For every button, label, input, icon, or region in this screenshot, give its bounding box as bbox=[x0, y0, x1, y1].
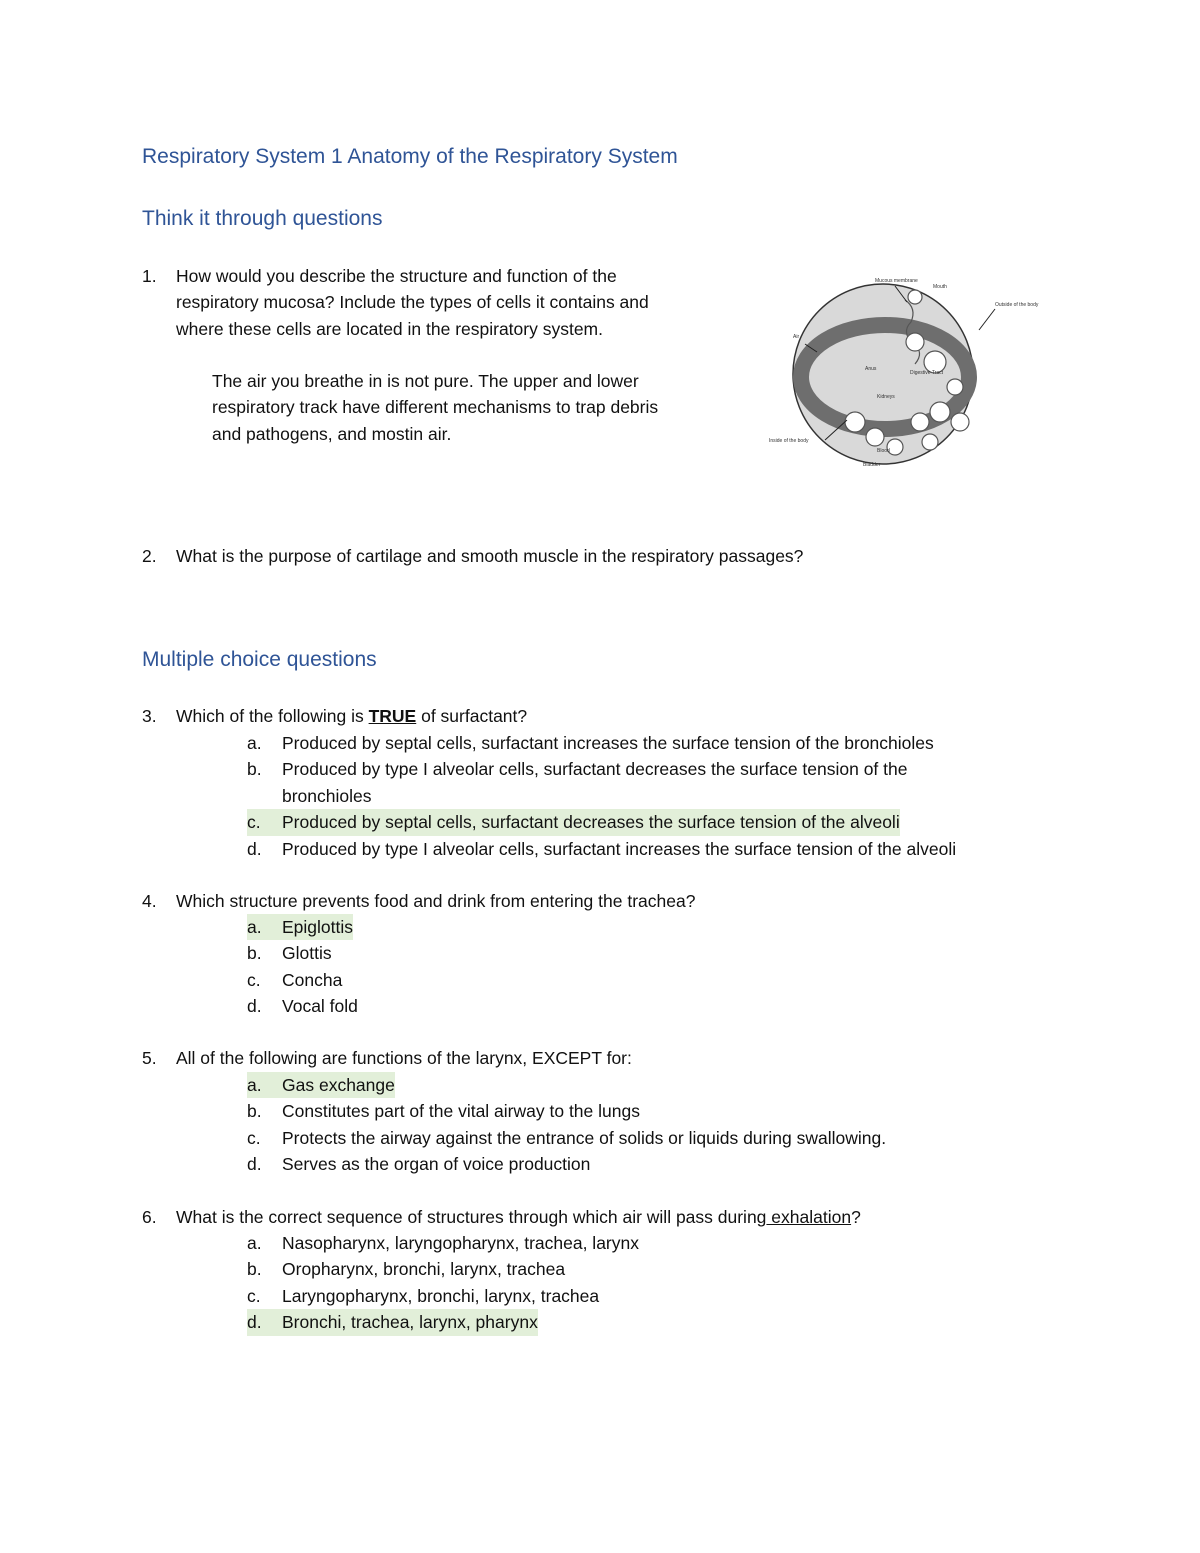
option-d bbox=[247, 993, 358, 1019]
option-a-correct bbox=[247, 914, 358, 940]
q5-options bbox=[247, 1072, 886, 1178]
option-letter: b. bbox=[247, 1101, 262, 1122]
diagram-label: Air bbox=[793, 334, 800, 340]
option-text: Protects the airway against the entrance of solids or liquids during swallowing. bbox=[282, 1127, 887, 1148]
option-a-correct bbox=[247, 1072, 886, 1098]
section-heading-mc: Multiple choice questions bbox=[142, 648, 377, 671]
option-letter: d. bbox=[247, 1312, 262, 1333]
q4-question: Which structure prevents food and drink from entering the trachea? bbox=[176, 891, 696, 911]
option-text: Bronchi, trachea, larynx, pharynx bbox=[282, 1312, 538, 1333]
q1-answer-line: and pathogens, and mostin air. bbox=[212, 423, 452, 444]
diagram-label: Anus bbox=[865, 366, 877, 372]
option-letter: a. bbox=[247, 917, 262, 937]
diagram-label: Mouth bbox=[933, 284, 947, 290]
option-letter: b. bbox=[247, 1259, 262, 1280]
option-letter: c. bbox=[247, 1285, 261, 1306]
option-b-cont bbox=[247, 783, 956, 809]
option-text: Epiglottis bbox=[282, 917, 354, 937]
option-letter: d. bbox=[247, 838, 262, 859]
option-text: Nasopharynx, laryngopharynx, trachea, larynx bbox=[282, 1233, 639, 1253]
option-letter: b. bbox=[247, 943, 262, 964]
option-text: Concha bbox=[282, 969, 343, 990]
q3-question bbox=[176, 703, 527, 729]
option-a bbox=[247, 730, 956, 756]
option-text: Produced by type I alveolar cells, surfactant increases the surface tension of the alveoli bbox=[282, 838, 957, 859]
option-text: Produced by type I alveolar cells, surfactant decreases the surface tension of the bbox=[282, 759, 908, 780]
q5-question: All of the following are functions of the larynx, EXCEPT for: bbox=[176, 1048, 632, 1068]
q6-options bbox=[247, 1230, 639, 1336]
option-letter: c. bbox=[247, 812, 261, 833]
option-b bbox=[247, 756, 956, 782]
q6-suffix: ? bbox=[851, 1207, 861, 1227]
section-heading-think: Think it through questions bbox=[142, 207, 383, 230]
option-d bbox=[247, 836, 956, 862]
q6-question bbox=[176, 1204, 861, 1230]
option-text: Constitutes part of the vital airway to the lungs bbox=[282, 1101, 640, 1122]
q3-emphasis: TRUE bbox=[368, 706, 417, 726]
option-d-correct bbox=[247, 1309, 639, 1335]
diagram-label: Bladder bbox=[863, 462, 881, 468]
diagram-label: Digestive Tract bbox=[910, 370, 944, 376]
option-text: bronchioles bbox=[282, 785, 372, 806]
option-a bbox=[247, 1230, 639, 1256]
option-c bbox=[247, 967, 358, 993]
option-text: Glottis bbox=[282, 943, 332, 964]
q3-options bbox=[247, 730, 956, 862]
option-letter: b. bbox=[247, 759, 262, 780]
option-c bbox=[247, 1125, 886, 1151]
q1-number: 1. bbox=[142, 266, 157, 286]
page-title: Respiratory System 1 Anatomy of the Respiratory System bbox=[142, 145, 678, 168]
option-letter: c. bbox=[247, 1127, 261, 1148]
option-b bbox=[247, 1256, 639, 1282]
option-c-correct bbox=[247, 809, 956, 835]
q4-options bbox=[247, 914, 358, 1020]
diagram-label: Blood bbox=[877, 448, 890, 454]
q6-number: 6. bbox=[142, 1207, 157, 1227]
q1-answer-line: The air you breathe in is not pure. The upper and lower bbox=[212, 371, 639, 391]
q3-prefix: Which of the following is bbox=[176, 706, 369, 726]
q1-line: How would you describe the structure and function of the bbox=[176, 266, 617, 286]
diagram-label: Kidneys bbox=[877, 394, 895, 400]
q1-answer-line: respiratory track have different mechanisms to trap debris bbox=[212, 397, 659, 418]
q1-line: where these cells are located in the respiratory system. bbox=[176, 318, 603, 339]
q2-question: What is the purpose of cartilage and smooth muscle in the respiratory passages? bbox=[176, 546, 804, 566]
option-letter: a. bbox=[247, 733, 262, 753]
q6-prefix: What is the correct sequence of structures through which air will pass during bbox=[176, 1207, 767, 1227]
q2-number: 2. bbox=[142, 546, 157, 566]
option-letter: a. bbox=[247, 1075, 262, 1095]
option-letter: d. bbox=[247, 1154, 262, 1175]
option-text: Oropharynx, bronchi, larynx, trachea bbox=[282, 1259, 566, 1280]
option-text: Produced by septal cells, surfactant decreases the surface tension of the alveoli bbox=[282, 812, 900, 833]
q1-line: respiratory mucosa? Include the types of cells it contains and bbox=[176, 292, 649, 313]
option-letter: d. bbox=[247, 996, 262, 1017]
q6-emphasis: exhalation bbox=[766, 1207, 852, 1227]
diagram-label: Mucous membrane bbox=[875, 278, 918, 284]
q4-number: 4. bbox=[142, 891, 157, 911]
option-c bbox=[247, 1283, 639, 1309]
option-text: Vocal fold bbox=[282, 996, 358, 1017]
option-b bbox=[247, 940, 358, 966]
option-text: Produced by septal cells, surfactant increases the surface tension of the bronchioles bbox=[282, 733, 934, 753]
option-letter: c. bbox=[247, 969, 261, 990]
q3-suffix: of surfactant? bbox=[416, 706, 528, 726]
option-text: Laryngopharynx, bronchi, larynx, trachea bbox=[282, 1285, 600, 1306]
diagram-label: Outside of the body bbox=[995, 302, 1039, 308]
option-d bbox=[247, 1151, 886, 1177]
diagram-label: Inside of the body bbox=[769, 438, 809, 444]
option-b bbox=[247, 1098, 886, 1124]
option-text: Serves as the organ of voice production bbox=[282, 1154, 591, 1175]
q3-number: 3. bbox=[142, 706, 157, 726]
q1-answer bbox=[212, 368, 658, 447]
q5-number: 5. bbox=[142, 1048, 157, 1068]
q1-question bbox=[176, 263, 649, 342]
option-text: Gas exchange bbox=[282, 1075, 395, 1095]
body-tube-diagram bbox=[765, 272, 1065, 477]
option-letter: a. bbox=[247, 1233, 262, 1253]
